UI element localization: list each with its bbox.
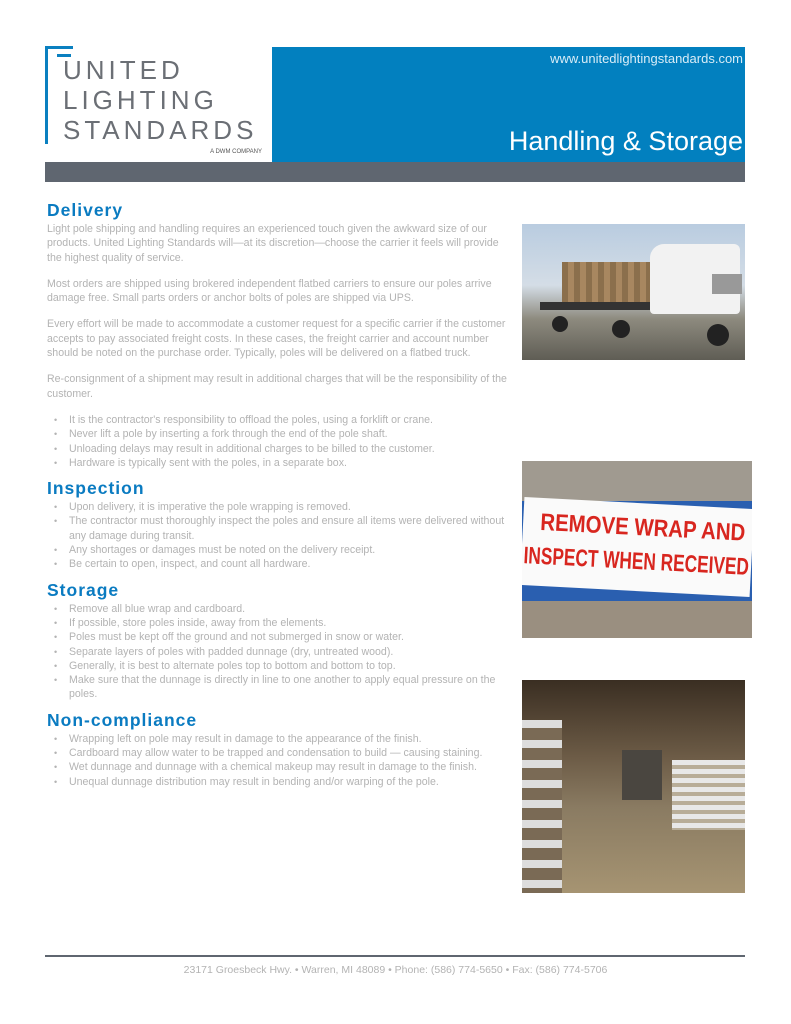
noncompliance-heading: Non-compliance [47, 709, 198, 730]
logo-tagline: A DWM COMPANY [210, 149, 262, 155]
list-item: • It is the contractor's responsibility to offload the poles, using a forklift or crane. [69, 413, 509, 427]
list-item: • Unequal dunnage distribution may result in bending and/or warping of the pole. [69, 775, 509, 789]
list-item: • Unloading delays may result in additional charges to be billed to the customer. [69, 442, 509, 456]
list-item: • Be certain to open, inspect, and count all hardware. [69, 557, 509, 571]
storage-heading: Storage [47, 579, 120, 600]
sign-text-line-1: REMOVE WRAP AND [539, 508, 746, 547]
header-banner [272, 47, 745, 162]
warehouse-photo [522, 680, 745, 893]
footer-divider [45, 955, 745, 957]
list-item: • Make sure that the dunnage is directly in line to one another to apply equal pressure on the poles. [69, 673, 509, 702]
logo-line-3: STANDARDS [63, 115, 258, 145]
list-item: • Wet dunnage and dunnage with a chemical makeup may result in damage to the finish. [69, 760, 509, 774]
delivery-paragraph: Re-consignment of a shipment may result in additional charges that will be the responsibility of the customer. [47, 373, 507, 400]
page-title: Handling & Storage [508, 126, 743, 156]
list-item: • Cardboard may allow water to be trapped and condensation to build — causing staining. [69, 746, 509, 760]
delivery-paragraph: Light pole shipping and handling requires an experienced touch given the awkward size of our products. United Lighting Standards will—at its discretion—choose the carrier it feels will provide the highest quality of service. [47, 223, 499, 264]
truck-photo [522, 224, 745, 360]
list-item: • Remove all blue wrap and cardboard. [69, 602, 509, 616]
list-item: • Wrapping left on pole may result in damage to the appearance of the finish. [69, 732, 509, 746]
logo-line-2: LIGHTING [63, 85, 218, 115]
main-content [47, 200, 509, 797]
header-divider-bar [45, 162, 745, 182]
delivery-heading: Delivery [47, 200, 124, 220]
delivery-section [47, 200, 509, 470]
footer-contact: 23171 Groesbeck Hwy. • Warren, MI 48089 • Phone: (586) 774-5650 • Fax: (586) 774-5706 [183, 964, 608, 976]
delivery-paragraph: Most orders are shipped using brokered independent flatbed carriers to ensure our poles arrive damage free. Small parts orders or anchor bolts of poles are shipped via UPS. [47, 277, 492, 305]
list-item: • If possible, store poles inside, away from the elements. [69, 616, 509, 630]
list-item: • Never lift a pole by inserting a fork through the end of the pole shaft. [69, 427, 509, 441]
website-url[interactable]: www.unitedlightingstandards.com [550, 51, 743, 66]
inspection-heading: Inspection [47, 478, 145, 499]
logo-line-1: UNITED [63, 55, 184, 85]
noncompliance-section [47, 710, 509, 789]
list-item: • Hardware is typically sent with the poles, in a separate box. [69, 456, 509, 470]
list-item: • Any shortages or damages must be noted on the delivery receipt. [69, 543, 509, 557]
list-item: • The contractor must thoroughly inspect the poles and ensure all items were delivered without any damage during transit. [69, 514, 509, 543]
list-item: • Generally, it is best to alternate poles top to bottom and bottom to top. [69, 659, 509, 673]
list-item: • Poles must be kept off the ground and not submerged in snow or water. [69, 630, 509, 644]
company-logo [45, 46, 270, 162]
inspection-section [47, 478, 509, 571]
wrapped-pole-sign-photo [522, 461, 752, 638]
storage-section [47, 580, 509, 702]
list-item: • Upon delivery, it is imperative the pole wrapping is removed. [69, 500, 509, 514]
delivery-paragraph: Every effort will be made to accommodate a customer request for a specific carrier if the customer accepts to pay associated freight costs. In these cases, the freight carrier and account number should be noted on the purchase order. Typically, poles will be delivered on a flatbed truck. [47, 318, 506, 360]
sign-text-line-2: INSPECT WHEN RECEIVED [522, 542, 750, 581]
list-item: • Separate layers of poles with padded dunnage (dry, untreated wood). [69, 645, 509, 659]
